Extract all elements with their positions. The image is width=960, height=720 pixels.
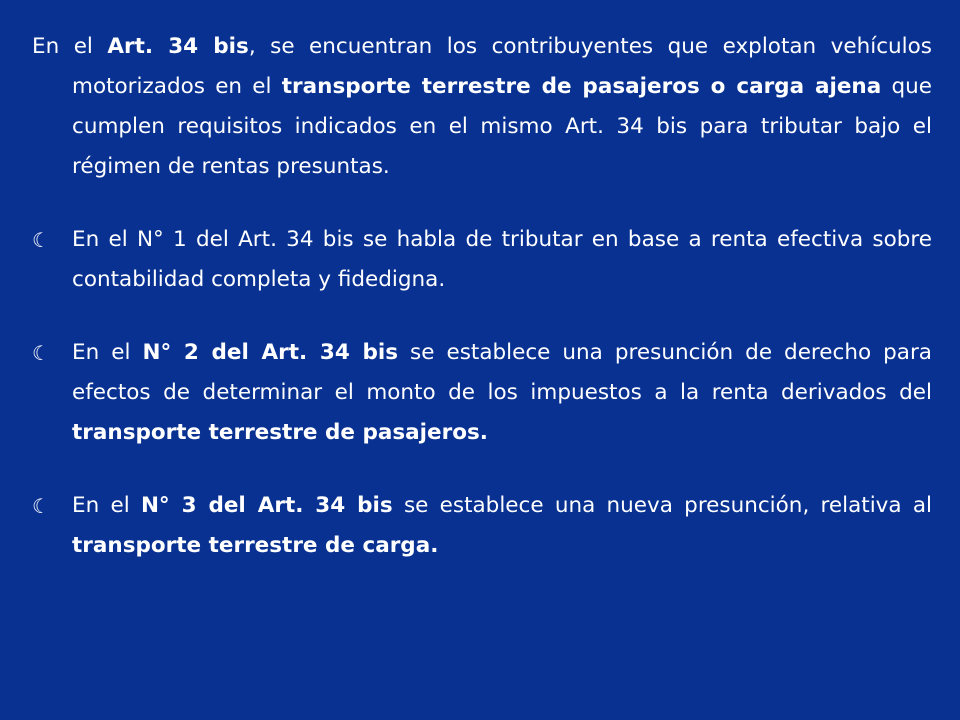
moon-bullet-icon: ☾ xyxy=(32,494,50,518)
paragraph-numero-1 xyxy=(32,220,932,300)
text-segment: En el xyxy=(72,340,143,365)
moon-bullet-icon: ☾ xyxy=(32,228,50,252)
paragraph-lead-segment: En el xyxy=(32,34,108,59)
bold-segment: transporte terrestre de pasajeros o carga ajena xyxy=(281,74,882,99)
text-segment: En el N° 1 del Art. 34 bis se habla de tributar en base a renta efectiva sobre contabilidad completa y fidedigna. xyxy=(72,227,932,292)
moon-bullet-icon: ☾ xyxy=(32,341,50,365)
text-segment: que cumplen requisitos indicados en el mismo Art. 34 bis para tributar bajo el régimen de rentas presuntas. xyxy=(72,74,932,179)
bold-segment: transporte terrestre de carga. xyxy=(72,533,439,558)
text-segment: En el xyxy=(72,493,141,518)
paragraph-numero-2 xyxy=(32,333,932,453)
bold-segment: N° 2 del Art. 34 bis xyxy=(142,340,399,365)
text-segment: se establece una nueva presunción, relativa al xyxy=(392,493,932,518)
text-segment: , se encuentran los contribuyentes que explotan vehículos motorizados en el xyxy=(72,34,932,99)
paragraph-art-34-bis-intro xyxy=(32,27,932,187)
bold-segment: Art. 34 bis xyxy=(107,34,249,59)
bold-segment: N° 3 del Art. 34 bis xyxy=(140,493,393,518)
text-segment: se establece una presunción de derecho para efectos de determinar el monto de los impuestos a la renta derivados del xyxy=(72,340,932,405)
paragraph-numero-3 xyxy=(32,486,932,566)
bold-segment: transporte terrestre de pasajeros. xyxy=(72,420,488,445)
